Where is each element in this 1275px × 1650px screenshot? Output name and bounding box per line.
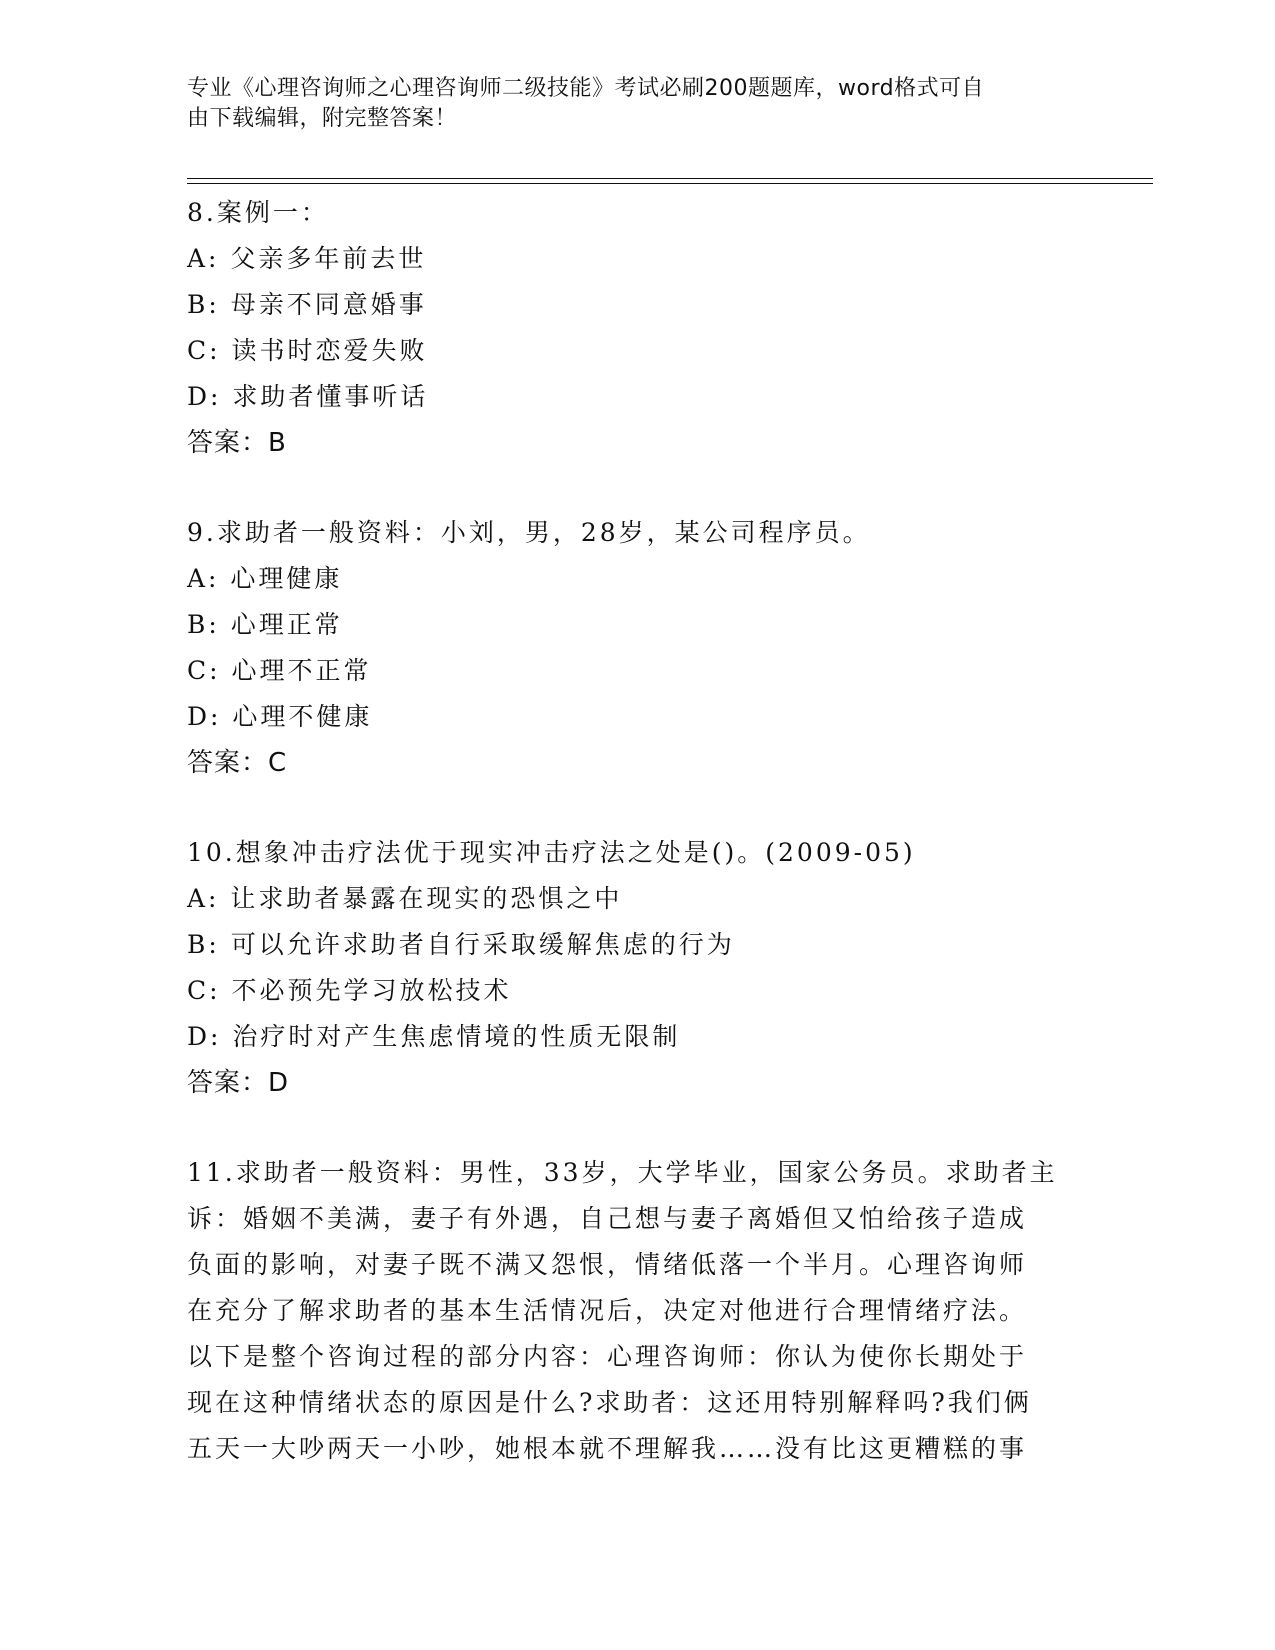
question-stem-line: 五天一大吵两天一小吵，她根本就不理解我……没有比这更糟糕的事 [187, 1434, 1028, 1463]
question-8 [187, 190, 1087, 466]
option-d: D: 求助者懂事听话 [187, 382, 429, 411]
question-stem: 9.求助者一般资料：小刘，男，28岁，某公司程序员。 [187, 518, 871, 547]
question-10 [187, 830, 1087, 1106]
option-b: B: 可以允许求助者自行采取缓解焦虑的行为 [187, 930, 735, 959]
option-d: D: 心理不健康 [187, 702, 373, 731]
option-a: A: 父亲多年前去世 [187, 244, 427, 273]
question-stem-line: 以下是整个咨询过程的部分内容：心理咨询师：你认为使你长期处于 [187, 1342, 1028, 1371]
spacer [187, 1106, 1087, 1150]
option-c: C: 心理不正常 [187, 656, 372, 685]
option-c: C: 读书时恋爱失败 [187, 336, 428, 365]
question-stem-line: 现在这种情绪状态的原因是什么?求助者：这还用特别解释吗?我们俩 [187, 1388, 1032, 1417]
header-line-1: 专业《心理咨询师之心理咨询师二级技能》考试必刷200题题库，word格式可自 [187, 76, 985, 101]
document-header [187, 74, 1067, 134]
spacer [187, 466, 1087, 510]
header-rule-bottom [187, 183, 1153, 184]
header-line-2: 由下载编辑，附完整答案！ [187, 106, 458, 131]
question-stem-line: 诉：婚姻不美满，妻子有外遇，自己想与妻子离婚但又怕给孩子造成 [187, 1204, 1028, 1233]
questions-area [187, 190, 1087, 1472]
question-stem: 10.想象冲击疗法优于现实冲击疗法之处是()。(2009-05) [187, 838, 916, 867]
answer: 答案：D [187, 1068, 290, 1098]
option-a: A: 心理健康 [187, 564, 343, 593]
question-stem-line: 在充分了解求助者的基本生活情况后，决定对他进行合理情绪疗法。 [187, 1296, 1028, 1325]
question-stem: 8.案例一： [187, 198, 329, 227]
question-9 [187, 510, 1087, 786]
question-stem-line: 11.求助者一般资料：男性，33岁，大学毕业，国家公务员。求助者主 [187, 1158, 1058, 1187]
option-c: C: 不必预先学习放松技术 [187, 976, 512, 1005]
option-d: D: 治疗时对产生焦虑情境的性质无限制 [187, 1022, 681, 1051]
answer: 答案：C [187, 748, 288, 778]
header-rule-top [187, 178, 1153, 179]
question-11 [187, 1150, 1087, 1472]
question-stem-line: 负面的影响，对妻子既不满又怨恨，情绪低落一个半月。心理咨询师 [187, 1250, 1028, 1279]
option-b: B: 母亲不同意婚事 [187, 290, 427, 319]
option-a: A: 让求助者暴露在现实的恐惧之中 [187, 884, 623, 913]
answer: 答案：B [187, 428, 287, 458]
option-b: B: 心理正常 [187, 610, 343, 639]
spacer [187, 786, 1087, 830]
